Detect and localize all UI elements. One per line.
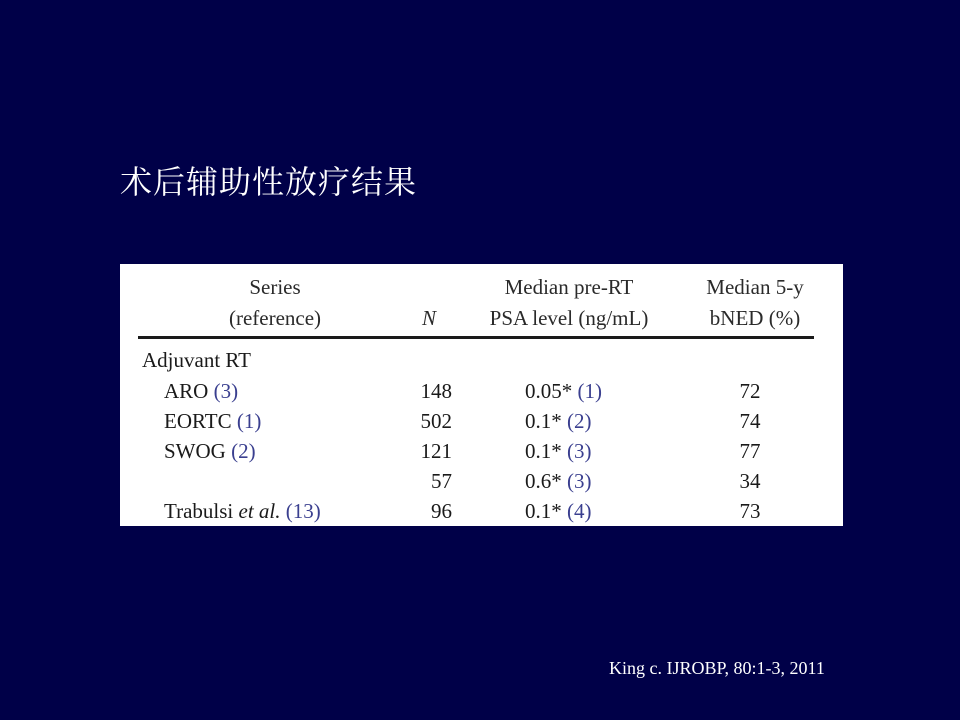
row-n: 57 [431, 469, 452, 493]
header-series [200, 272, 350, 334]
header-psa [464, 272, 674, 334]
table-row [120, 496, 843, 526]
header-series-line1: Series [249, 275, 301, 299]
table-row [120, 436, 843, 466]
row-bned: 72 [739, 379, 761, 403]
header-n: N [422, 306, 437, 330]
table-row [120, 406, 843, 436]
citation-footer: King c. IJROBP, 80:1-3, 2011 [609, 658, 825, 678]
header-series-line2: (reference) [228, 306, 322, 330]
row-psa: 0.1* (4) [525, 499, 592, 523]
row-series: ARO (3) [164, 379, 239, 403]
header-bned-line1: Median 5-y [706, 275, 804, 299]
row-psa: 0.1* (2) [525, 409, 592, 433]
row-n: 121 [420, 439, 452, 463]
header-rule [138, 336, 814, 339]
results-table [120, 264, 843, 526]
row-series: EORTC (1) [164, 409, 262, 433]
header-bned [686, 272, 824, 334]
row-bned: 73 [739, 499, 761, 523]
row-n: 502 [420, 409, 452, 433]
row-series: SWOG (2) [164, 439, 256, 463]
row-psa: 0.6* (3) [525, 469, 592, 493]
table-row [120, 376, 843, 406]
row-n: 148 [420, 379, 452, 403]
section-label: Adjuvant RT [142, 348, 251, 372]
row-bned: 74 [739, 409, 761, 433]
header-psa-line1: Median pre-RT [504, 275, 634, 299]
row-bned: 77 [739, 439, 761, 463]
row-bned: 34 [739, 469, 761, 493]
header-bned-line2: bNED (%) [709, 306, 801, 330]
row-n: 96 [431, 499, 452, 523]
row-psa: 0.05* (1) [525, 379, 602, 403]
table-row [120, 466, 843, 496]
row-psa: 0.1* (3) [525, 439, 592, 463]
row-series: Trabulsi et al. (13) [164, 499, 321, 523]
slide-title: 术后辅助性放疗结果 [120, 163, 418, 201]
header-psa-line2: PSA level (ng/mL) [489, 306, 649, 330]
